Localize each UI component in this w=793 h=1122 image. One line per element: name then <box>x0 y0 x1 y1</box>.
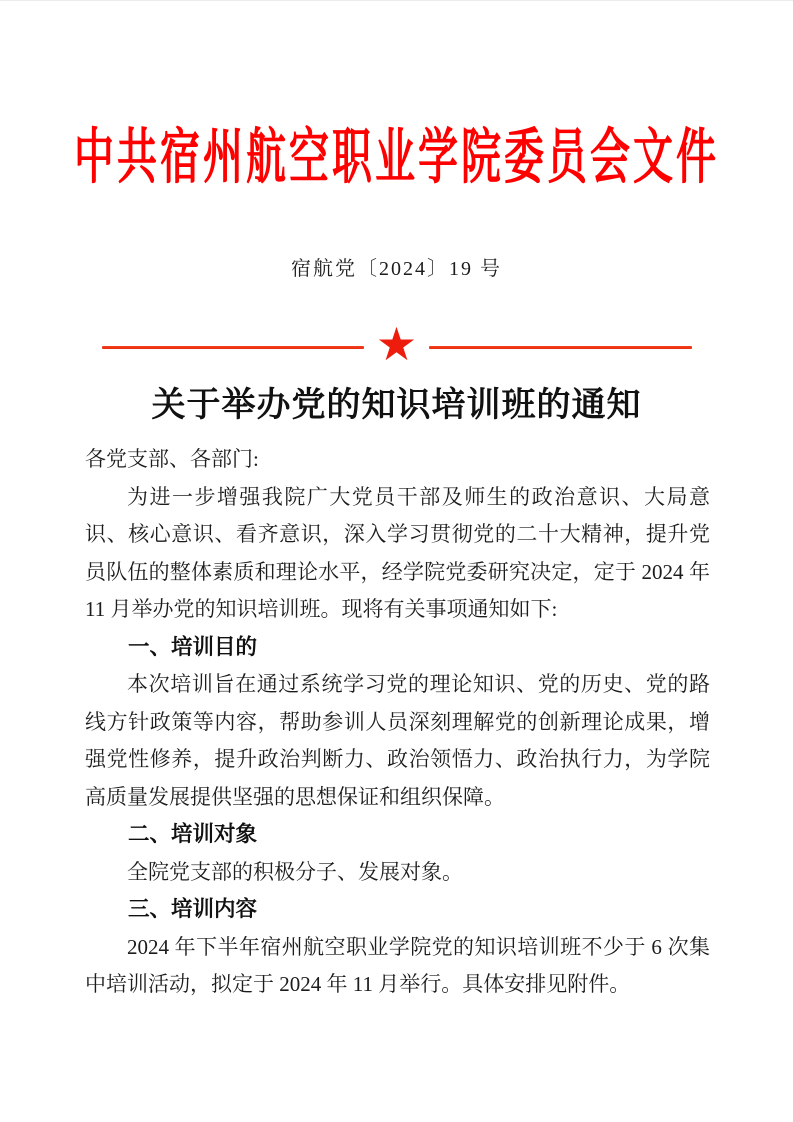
divider-line-left <box>102 346 364 349</box>
section-paragraph-2: 全院党支部的积极分子、发展对象。 <box>127 859 463 884</box>
section-paragraph-3: 2024 年下半年宿州航空职业学院党的知识培训班不少于 6 次集中培训活动，拟定于 2024 年 11 月举行。具体安排见附件。 <box>85 934 710 996</box>
red-divider <box>102 319 692 371</box>
red-masthead-title: 中共宿州航空职业学院委员会文件 <box>74 123 719 191</box>
section-heading-3: 三、培训内容 <box>128 897 258 921</box>
section-paragraph-1: 本次培训旨在通过系统学习党的理论知识、党的历史、党的路线方针政策等内容，帮助参训人员深刻理解党的创新理论成果，增强党性修养，提升政治判断力、政治领悟力、政治执行力，为学院高质量发展提供坚强的思想保证和组织保障。 <box>85 672 710 809</box>
section-heading-2: 二、培训对象 <box>128 822 258 846</box>
salutation: 各党支部、各部门: <box>85 447 259 471</box>
divider-line-right <box>429 346 691 349</box>
document-number: 宿航党〔2024〕19 号 <box>291 258 502 280</box>
section-heading-1: 一、培训目的 <box>128 634 258 659</box>
notice-title: 关于举办党的知识培训班的通知 <box>151 387 642 424</box>
notice-body <box>0 441 710 1004</box>
intro-paragraph: 为进一步增强我院广大党员干部及师生的政治意识、大局意识、核心意识、看齐意识，深入学习贯彻党的二十大精神，提升党员队伍的整体素质和理论水平，经学院党委研究决定，定于 2024 年 11 月举办党的知识培训班。现将有关事项通知如下: <box>85 484 710 621</box>
red-star-icon: ★ <box>375 319 418 370</box>
